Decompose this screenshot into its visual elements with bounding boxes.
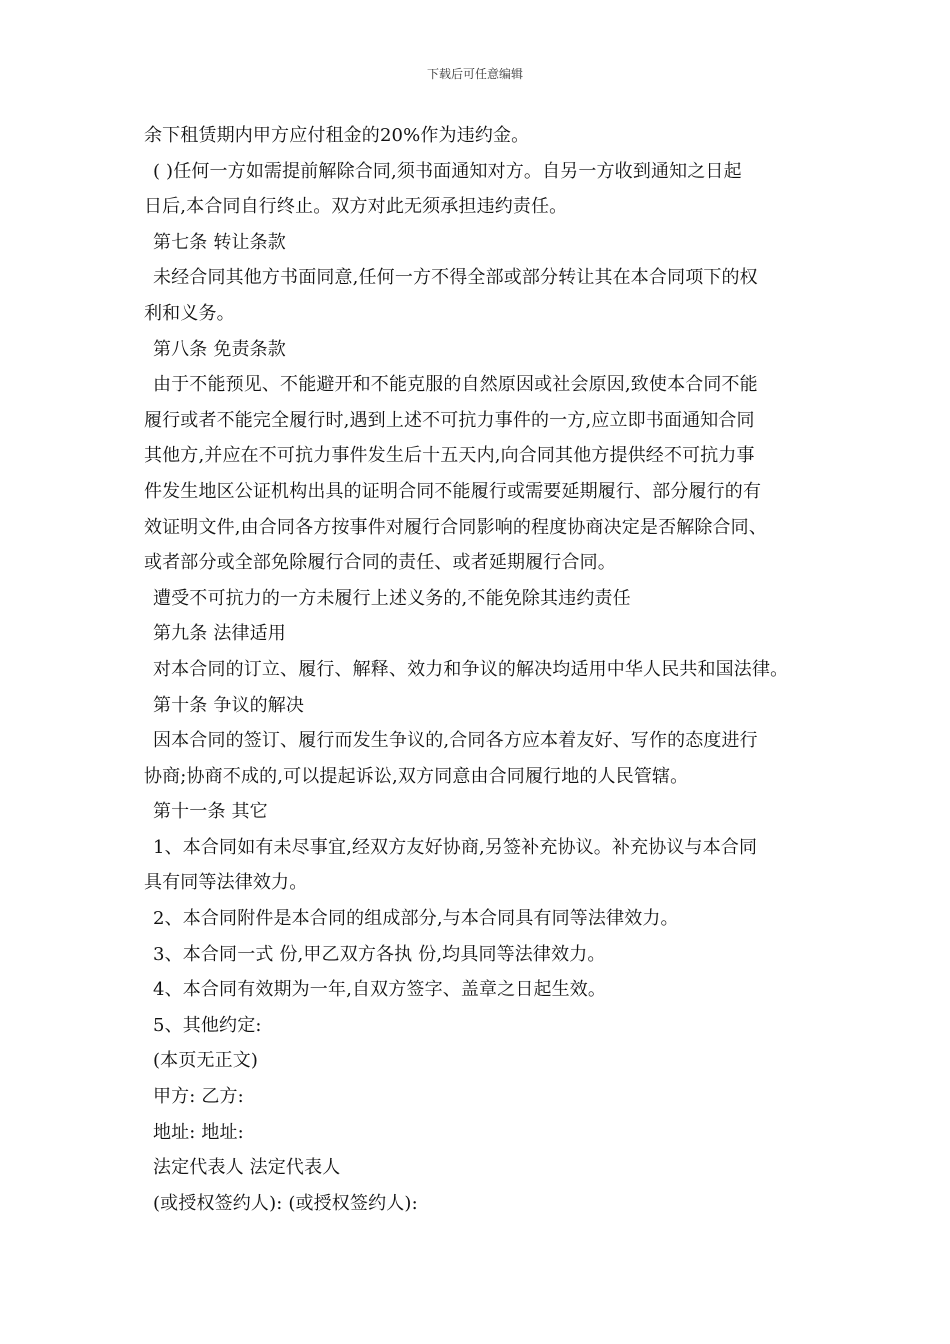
text-line: 履行或者不能完全履行时,遇到上述不可抗力事件的一方,应立即书面通知合同 xyxy=(144,409,755,431)
text-line: 或者部分或全部免除履行合同的责任、或者延期履行合同。 xyxy=(144,552,616,574)
text-line: 5、其他约定: xyxy=(153,1014,262,1036)
text-line: 第七条 转让条款 xyxy=(153,231,286,253)
text-line: 遭受不可抗力的一方未履行上述义务的,不能免除其违约责任 xyxy=(153,587,631,609)
text-line: 效证明文件,由合同各方按事件对履行合同影响的程度协商决定是否解除合同、 xyxy=(144,516,767,538)
text-line: 3、本合同一式 份,甲乙双方各执 份,均具同等法律效力。 xyxy=(153,943,606,965)
text-line: 对本合同的订立、履行、解释、效力和争议的解决均适用中华人民共和国法律。 xyxy=(153,658,789,680)
text-line: 1、本合同如有未尽事宜,经双方友好协商,另签补充协议。补充协议与本合同 xyxy=(153,836,758,858)
text-line: 其他方,并应在不可抗力事件发生后十五天内,向合同其他方提供经不可抗力事 xyxy=(144,445,755,467)
text-line: 地址: 地址: xyxy=(153,1121,244,1143)
text-line: 4、本合同有效期为一年,自双方签字、盖章之日起生效。 xyxy=(153,979,607,1001)
text-line: (或授权签约人): (或授权签约人): xyxy=(153,1192,418,1214)
text-line: 第九条 法律适用 xyxy=(153,623,286,645)
text-line: 利和义务。 xyxy=(144,302,235,324)
text-line: 甲方: 乙方: xyxy=(153,1086,244,1108)
text-line: 第十条 争议的解决 xyxy=(153,694,305,716)
text-line: 具有同等法律效力。 xyxy=(144,872,308,894)
text-line: 第八条 免责条款 xyxy=(153,338,286,360)
text-line: 2、本合同附件是本合同的组成部分,与本合同具有同等法律效力。 xyxy=(153,908,679,930)
text-line: ( )任何一方如需提前解除合同,须书面通知对方。自另一方收到通知之日起 xyxy=(153,160,742,182)
text-line: 法定代表人 法定代表人 xyxy=(153,1157,341,1179)
text-line: 件发生地区公证机构出具的证明合同不能履行或需要延期履行、部分履行的有 xyxy=(144,480,762,502)
text-line: 未经合同其他方书面同意,任何一方不得全部或部分转让其在本合同项下的权 xyxy=(153,267,758,289)
page-header: 下载后可任意编辑 xyxy=(426,67,523,81)
text-line: 日后,本合同自行终止。双方对此无须承担违约责任。 xyxy=(144,196,568,218)
text-line: 由于不能预见、不能避开和不能克服的自然原因或社会原因,致使本合同不能 xyxy=(153,374,758,396)
text-line: 余下租赁期内甲方应付租金的20%作为违约金。 xyxy=(144,125,530,146)
document-body xyxy=(144,118,834,1221)
text-line: 协商;协商不成的,可以提起诉讼,双方同意由合同履行地的人民管辖。 xyxy=(144,765,689,787)
text-line: 第十一条 其它 xyxy=(153,801,268,823)
text-line: 因本合同的签订、履行而发生争议的,合同各方应本着友好、写作的态度进行 xyxy=(153,730,758,752)
text-line: (本页无正文) xyxy=(153,1050,259,1072)
